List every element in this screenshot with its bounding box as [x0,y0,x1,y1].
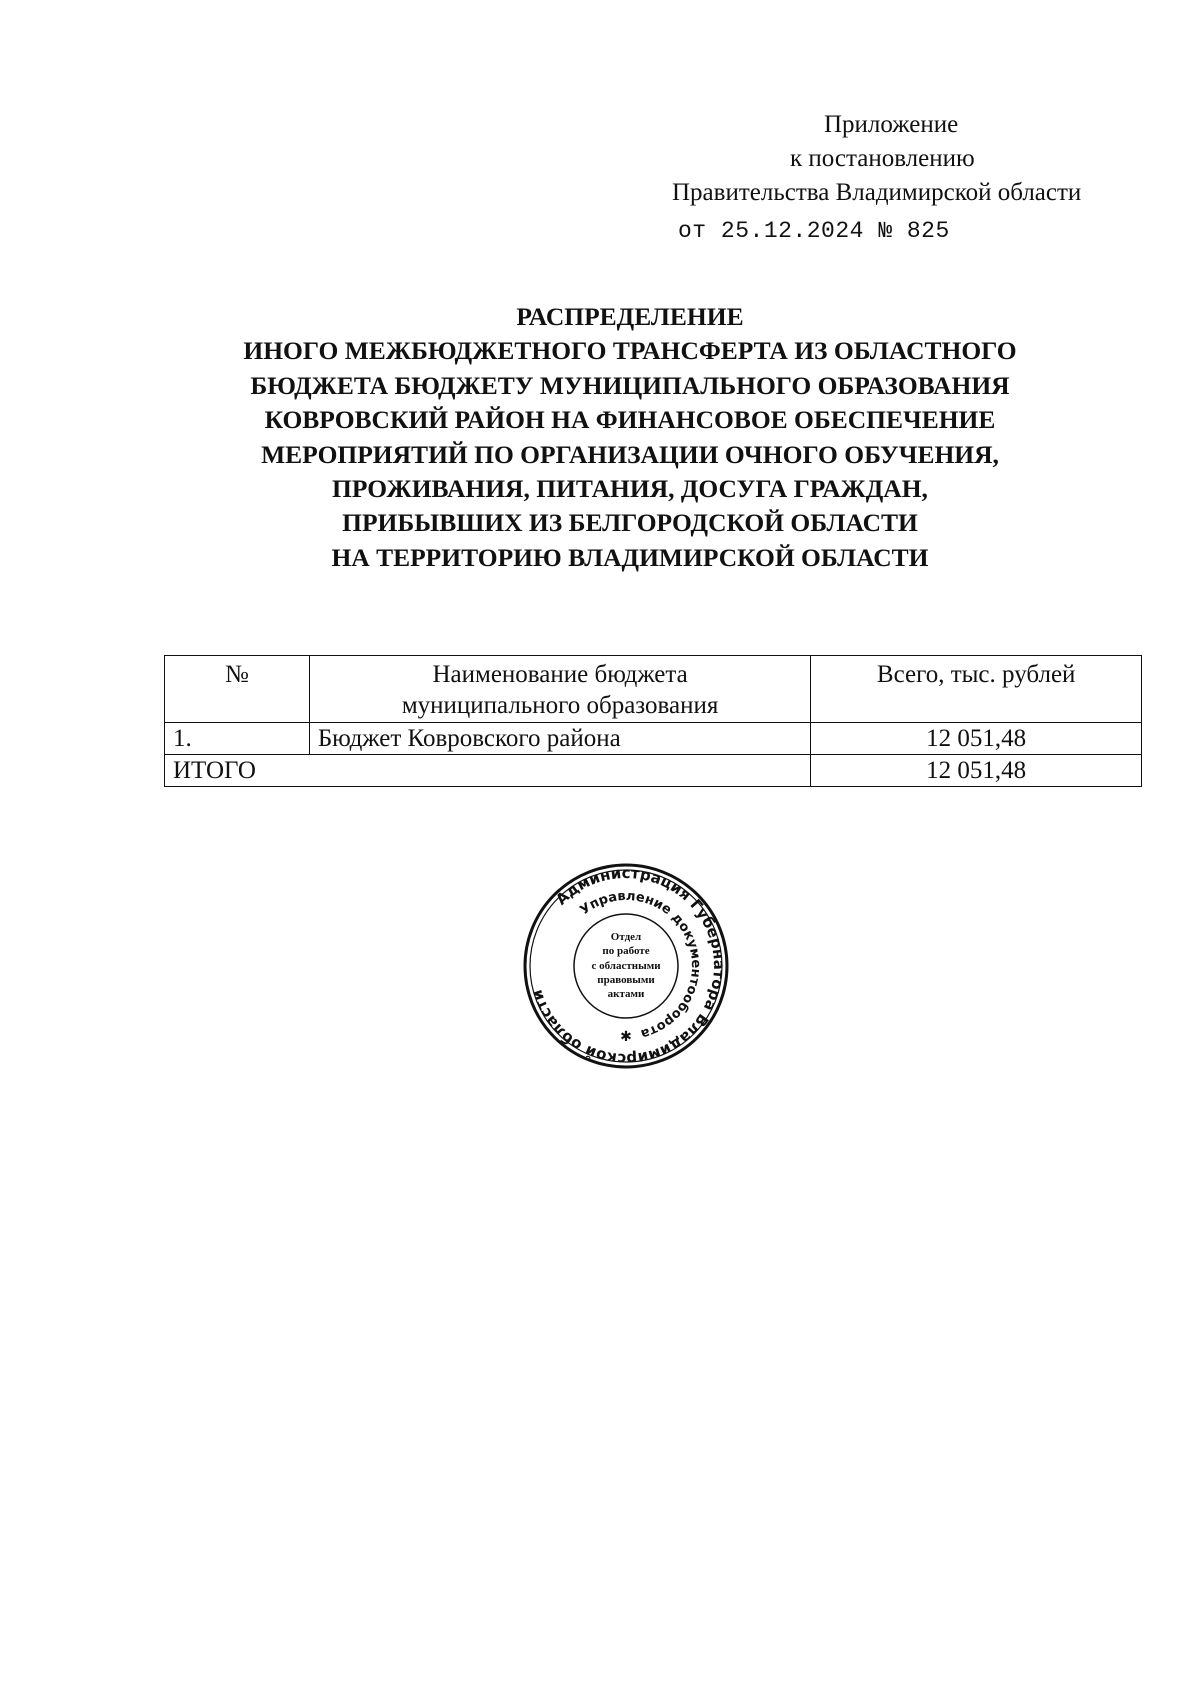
header-number: № [165,656,310,723]
title-line: ИНОГО МЕЖБЮДЖЕТНОГО ТРАНСФЕРТА ИЗ ОБЛАСТНОГО [243,336,1017,366]
appendix-label: Приложение [824,111,959,138]
appendix-authority: Правительства Владимирской области [672,179,1082,206]
title-line: РАСПРЕДЕЛЕНИЕ [516,302,744,331]
header-budget-name [309,656,811,723]
title-line: ПРИБЫВШИХ ИЗ БЕЛГОРОДСКОЙ ОБЛАСТИ [342,508,918,538]
title-line: ПРОЖИВАНИЯ, ПИТАНИЯ, ДОСУГА ГРАЖДАН, [332,474,928,504]
header-total: Всего, тыс. рублей [811,656,1142,723]
title-line: МЕРОПРИЯТИЙ ПО ОРГАНИЗАЦИИ ОЧНОГО ОБУЧЕНИЯ, [261,439,999,469]
distribution-table [164,655,1142,787]
seal-star-icon: ✱ [620,1029,632,1045]
seal-center-line: по работе [602,945,650,957]
appendix-resolution-ref: к постановлению [790,145,975,172]
row-budget-name: Бюджет Ковровского района [309,723,811,755]
appendix-block [672,108,1142,248]
table-header-row [165,656,1142,723]
seal-outer-text: Администрация Губернатора Владимирской области [527,863,729,1069]
total-label: ИТОГО [165,755,811,787]
table-total-row [165,755,1142,787]
header-budget-name-line1: Наименование бюджета [432,661,688,688]
seal-center-line: актами [607,988,645,1000]
seal-center-line: правовыми [597,974,655,986]
title-line: НА ТЕРРИТОРИЮ ВЛАДИМИРСКОЙ ОБЛАСТИ [331,542,929,572]
title-line: БЮДЖЕТА БЮДЖЕТУ МУНИЦИПАЛЬНОГО ОБРАЗОВАНИЯ [250,370,1010,400]
seal-center-line: с областными [591,960,661,972]
title-line: КОВРОВСКИЙ РАЙОН НА ФИНАНСОВОЕ ОБЕСПЕЧЕНИЕ [264,405,996,435]
seal-inner-text: Управление документооборота [577,888,704,1042]
row-number: 1. [165,723,310,755]
official-seal [521,860,731,1072]
seal-center-line: Отдел [610,931,642,943]
table-row [165,723,1142,755]
total-value: 12 051,48 [811,755,1142,787]
appendix-date-number: от 25.12.2024 № 825 [678,218,950,244]
document-title [150,300,1110,575]
header-budget-name-line2: муниципального образования [401,692,719,719]
row-total: 12 051,48 [811,723,1142,755]
